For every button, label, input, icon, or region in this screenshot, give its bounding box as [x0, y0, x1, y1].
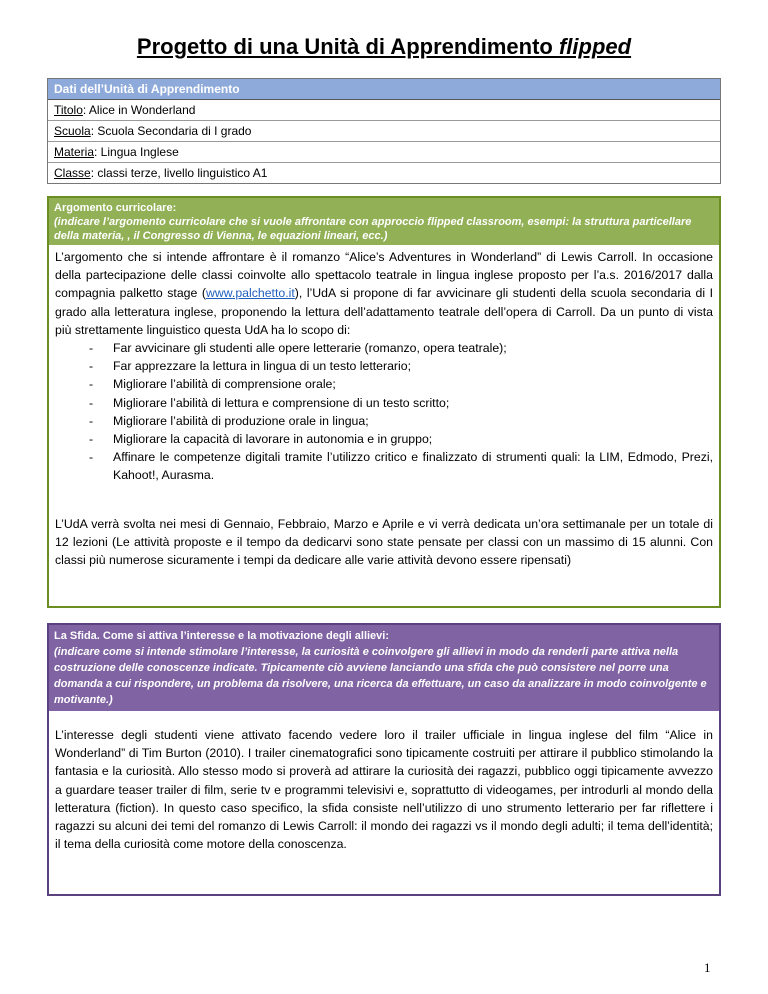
curricular-topic-title: Argomento curricolare:: [54, 202, 177, 214]
challenge-hint: (indicare come si intende stimolare l’interesse, la curiosità e coinvolgere gli allievi in modo da renderli parte attiva nella costruzione delle conoscenze indicate. Tipicamente ciò avviene lanciando una sfida che può consistere nel porre una domanda a cui rispondere, un problema da risolvere, una ricerca da effettuare, un caso da analizzare in modo coinvolgente e motivante.): [54, 646, 707, 706]
challenge-body: [49, 711, 719, 853]
list-dash: -: [89, 395, 94, 410]
page-number: 1: [704, 960, 711, 975]
challenge-section: [47, 623, 721, 896]
goal-text: Migliorare la capacità di lavorare in autonomia e in gruppo;: [113, 432, 433, 447]
list-item: [89, 339, 713, 357]
row-value: : Alice in Wonderland: [82, 103, 196, 117]
goal-text: Migliorare l’abilità di lettura e comprensione di un testo scritto;: [113, 395, 450, 410]
goal-text: Far avvicinare gli studenti alle opere letterarie (romanzo, opera teatrale);: [113, 341, 507, 356]
row-label: Classe: [54, 166, 91, 180]
intro-text: L’argomento che si intende affrontare è il romanzo “Alice’s Adventures in Wonderland” di Lewis Carroll. In occasione della partecipazione delle classi coinvolte allo spettacolo teatrale in lingua inglese proposto per l’a.s. 2016/2017 dalla compagnia palketto stage (: [55, 250, 713, 301]
row-label: Titolo: [54, 103, 83, 117]
list-dash: -: [89, 377, 94, 392]
goals-list: [55, 339, 713, 485]
curricular-topic-hint: (indicare l’argomento curricolare che si vuole affrontare con approccio flipped classroom, esempi: la struttura particellare della materia, , il Congresso di Vienna, le equazioni lineari, ecc.): [54, 216, 692, 242]
goal-text: Migliorare l’abilità di comprensione orale;: [113, 377, 336, 392]
list-item: [89, 430, 713, 448]
page-title: [0, 34, 768, 60]
list-item: [89, 412, 713, 430]
unit-data-row-school: [48, 121, 720, 142]
unit-data-section: [47, 78, 721, 184]
list-item: [89, 357, 713, 375]
row-value: : Lingua Inglese: [94, 145, 179, 159]
list-dash: -: [89, 432, 94, 447]
curricular-topic-section: [47, 196, 721, 608]
list-item: [89, 448, 713, 484]
challenge-header: [49, 625, 719, 711]
unit-data-header: Dati dell’Unità di Apprendimento: [48, 79, 720, 100]
list-dash: -: [89, 341, 94, 356]
curricular-topic-intro: [55, 248, 713, 339]
title-italic: flipped: [558, 34, 632, 59]
row-label: Materia: [54, 145, 95, 159]
unit-data-row-class: [48, 163, 720, 183]
challenge-title: La Sfida. Come si attiva l’interesse e la motivazione degli allievi:: [54, 630, 390, 642]
curricular-topic-body: [49, 245, 719, 569]
curricular-topic-closing: L’UdA verrà svolta nei mesi di Gennaio, Febbraio, Marzo e Aprile e vi verrà dedicata un’ora settimanale per un totale di 12 lezioni (Le attività proposte e il tempo da dedicarvi sono state pensate per classi con un massimo di 15 alunni. Con classi più numerose sicuramente i tempi da dedicare alle varie attività devono essere ripensati): [55, 516, 713, 568]
row-value: : Scuola Secondaria di I grado: [90, 124, 252, 138]
intro-text-cont: ), l’UdA si propone di far avvicinare gli studenti della scuola secondaria di I grado alla letteratura inglese, proponendo la lettura dell’adattamento teatrale dell’opera di Carroll. Da un punto di vista più strettamente linguistico questa UdA ha lo scopo di:: [55, 286, 713, 337]
challenge-text: L’interesse degli studenti viene attivato facendo vedere loro il trailer ufficiale in lingua inglese del film “Alice in Wonderland” di Tim Burton (2010). I trailer cinematografici sono tipicamente costruiti per attirare il pubblico stimolando la fantasia e la curiosità. Allo stesso modo si proverà ad attirare la curiosità dei ragazzi, pubblico oggi tipicamente avvezzo a guardare teaser trailer di film, serie tv e programmi televisivi e, soprattutto di videogames, per introdurli al mondo della letteratura (fiction). In questo caso specifico, la sfida consiste nell’utilizzo di uno strumento letterario per far riflettere i ragazzi su alcuni dei temi del romanzo di Lewis Carroll: il mondo dei ragazzi vs il mondo degli adulti; il tema dell’identità; il tema della curiosità come motore della conoscenza.: [55, 728, 713, 852]
row-value: : classi terze, livello linguistico A1: [90, 166, 268, 180]
palchetto-link[interactable]: www.palchetto.it: [205, 286, 295, 301]
list-dash: -: [89, 450, 94, 465]
title-main: Progetto di una Unità di Apprendimento: [136, 34, 559, 59]
unit-data-row-subject: [48, 142, 720, 163]
goal-text: Migliorare l’abilità di produzione orale in lingua;: [113, 413, 369, 428]
list-dash: -: [89, 359, 94, 374]
goal-text: Far apprezzare la lettura in lingua di un testo letterario;: [113, 359, 412, 374]
goal-text: Affinare le competenze digitali tramite l’utilizzo critico e finalizzato di strumenti quali: la LIM, Edmodo, Prezi, Kahoot!, Aurasma.: [113, 450, 713, 483]
list-item: [89, 375, 713, 393]
curricular-topic-header: [49, 198, 719, 245]
row-label: Scuola: [54, 124, 91, 138]
unit-data-row-title: [48, 100, 720, 121]
list-item: [89, 394, 713, 412]
list-dash: -: [89, 413, 94, 428]
